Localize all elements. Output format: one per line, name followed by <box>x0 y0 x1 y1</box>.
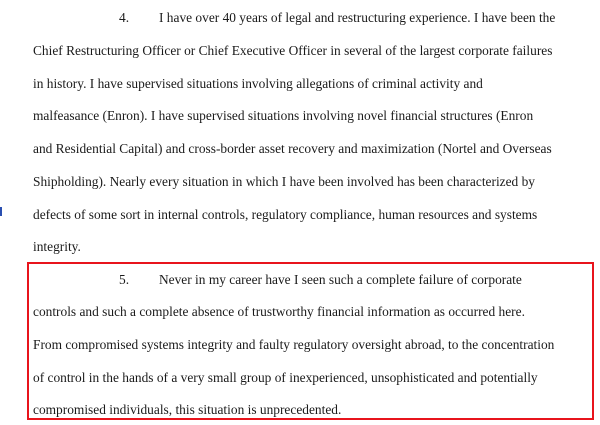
paragraph-4-text: I have over 40 years of legal and restructuring experience. I have been the <box>159 10 556 25</box>
paragraph-5-number: 5. <box>119 272 130 287</box>
paragraph-4-line-4: malfeasance (Enron). I have supervised situations involving novel financial structures (Enron <box>33 108 534 123</box>
paragraph-4-line-7: defects of some sort in internal controls, regulatory compliance, human resources and systems <box>33 207 538 222</box>
paragraph-5-line-2: controls and such a complete absence of trustworthy financial information as occurred here. <box>33 304 525 319</box>
paragraph-5-line-4: of control in the hands of a very small group of inexperienced, unsophisticated and potentially <box>33 370 538 385</box>
paragraph-4-line-2: Chief Restructuring Officer or Chief Executive Officer in several of the largest corporate failures <box>33 43 553 58</box>
paragraph-4-line-1 <box>119 10 555 26</box>
margin-change-mark <box>0 207 2 216</box>
paragraph-4-line-3: in history. I have supervised situations involving allegations of criminal activity and <box>33 76 483 91</box>
paragraph-5-line-5: compromised individuals, this situation is unprecedented. <box>33 402 342 417</box>
paragraph-5-line-1 <box>119 272 522 288</box>
paragraph-4-line-8: integrity. <box>33 239 81 254</box>
paragraph-5-line-3: From compromised systems integrity and faulty regulatory oversight abroad, to the concentration <box>33 337 555 352</box>
paragraph-4-number: 4. <box>119 10 130 25</box>
paragraph-4-line-6: Shipholding). Nearly every situation in which I have been involved has been characterized by <box>33 174 535 189</box>
paragraph-4-line-5: and Residential Capital) and cross-border asset recovery and maximization (Nortel and Overseas <box>33 141 552 156</box>
paragraph-5-text: Never in my career have I seen such a complete failure of corporate <box>159 272 522 287</box>
